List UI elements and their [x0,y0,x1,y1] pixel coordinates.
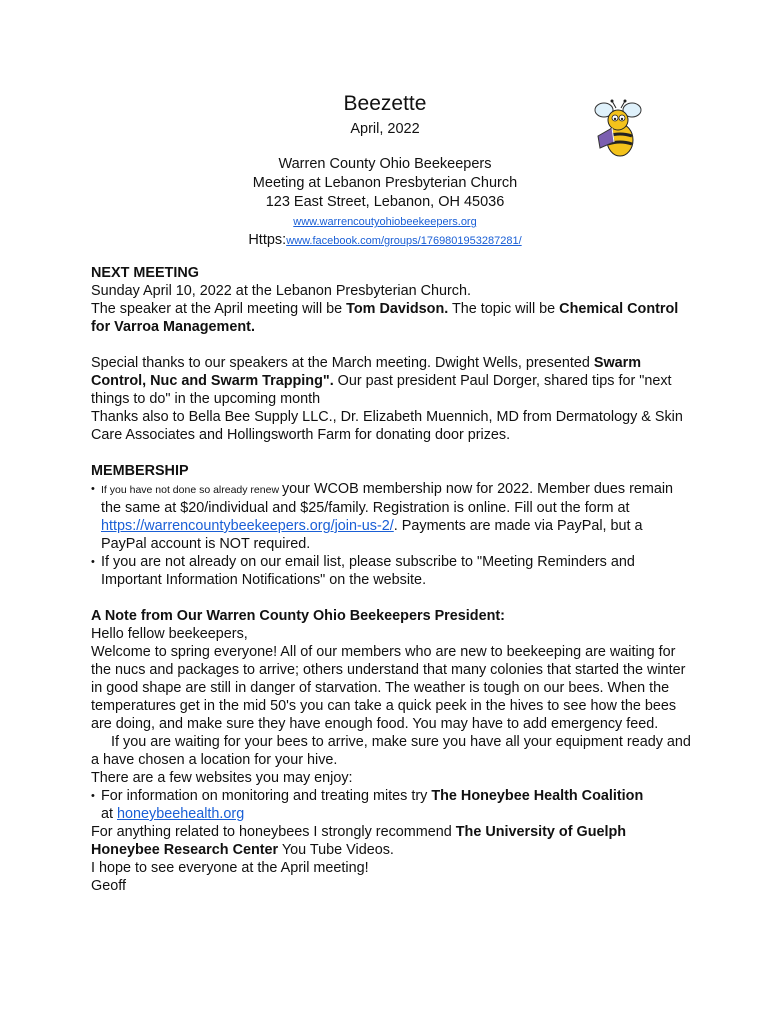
bullet-dot-icon: • [91,790,95,802]
thanks-suffix: Our past president Paul Dorger, shared tips for "next things to do" in the upcoming month [91,373,672,407]
newsletter-title: Beezette [343,92,427,115]
honeybeehealth-link[interactable]: honeybeehealth.org [117,806,245,822]
websites-bullet [91,787,691,823]
at-text: at [101,806,117,822]
president-paragraph-1: Welcome to spring everyone! All of our members who are new to beekeeping are waiting for the nucs and packages to arrive; others understand that many colonies that started the winter in good shape are still in danger of starvation. The weather is tough on our bees. When the temperatures get in the mid 50's you can take a quick peek in the hives to see how the bees are doing, and make sure they have enough food. You may have to add emergency feed. [91,644,686,732]
newsletter-body [91,264,691,895]
membership-bullet-renew [91,480,691,553]
guelph-prefix: For anything related to honeybees I strongly recommend [91,824,456,840]
bee-reading-book-icon [590,98,646,160]
speaker-name: Tom Davidson. [346,301,449,317]
membership-bullet-email [91,553,691,589]
president-greeting: Hello fellow beekeepers, [91,626,248,642]
president-paragraph-4 [91,823,691,859]
mites-text: For information on monitoring and treating mites try [101,788,432,804]
thanks-prefix: Special thanks to our speakers at the March meeting. Dwight Wells, presented [91,355,594,371]
next-meeting-date: Sunday April 10, 2022 at the Lebanon Presbyterian Church. [91,283,472,299]
email-list-text: If you are not already on our email list, please subscribe to "Meeting Reminders and Important Information Notifications" on the website. [101,554,635,588]
website-link[interactable]: www.warrencoutyohiobeekeepers.org [293,216,477,228]
president-paragraph-2: If you are waiting for your bees to arrive, make sure you have all your equipment ready and a have chosen a location for your hive. [91,734,691,768]
renew-text: your WCOB membership now for 2022. Member dues remain the same at $20/individual and $25/family. Registration is online. Fill out the form at [101,481,674,516]
topic-prefix: The topic will be [448,301,560,317]
thanks-donors: Thanks also to Bella Bee Supply LLC., Dr. Elizabeth Muennich, MD from Dermatology & Skin Care Associates and Hollingsworth Farm for donating door prizes. [91,409,683,443]
bullet-dot-icon: • [91,483,95,495]
speaker-prefix: The speaker at the April meeting will be [91,301,347,317]
president-closing: I hope to see everyone at the April meeting! [91,860,369,876]
org-info [0,155,770,250]
meeting-location: Meeting at Lebanon Presbyterian Church [252,175,518,191]
address: 123 East Street, Lebanon, OH 45036 [265,194,505,210]
president-paragraph-3: There are a few websites you may enjoy: [91,770,353,786]
guelph-name: The University of Guelph Honeybee Research Center [91,824,627,858]
membership-heading: MEMBERSHIP [91,463,189,479]
guelph-suffix: You Tube Videos. [278,842,394,858]
org-name: Warren County Ohio Beekeepers [278,156,492,172]
join-us-link[interactable]: https://warrencountybeekeepers.org/join-us-2/ [101,518,394,534]
renew-small-text: If you have not done so already renew [101,484,282,496]
next-meeting-heading: NEXT MEETING [91,265,199,281]
facebook-prefix: Https: [248,232,287,248]
signature: Geoff [91,878,126,894]
facebook-link[interactable]: www.facebook.com/groups/1769801953287281/ [286,235,522,247]
renew-suffix: . Payments are made via PayPal, but a PayPal account is NOT required. [101,518,643,552]
bullet-dot-icon: • [91,556,95,568]
thanks-bold: Swarm Control, Nuc and Swarm Trapping". [91,355,642,389]
topic-name: Chemical Control for Varroa Management. [91,301,679,335]
president-note-heading: A Note from Our Warren County Ohio Beekeepers President: [91,608,505,624]
thanks-speakers [91,354,691,408]
next-meeting-speaker [91,300,691,336]
coalition-name: The Honeybee Health Coalition [431,788,644,804]
newsletter-date: April, 2022 [350,121,420,137]
